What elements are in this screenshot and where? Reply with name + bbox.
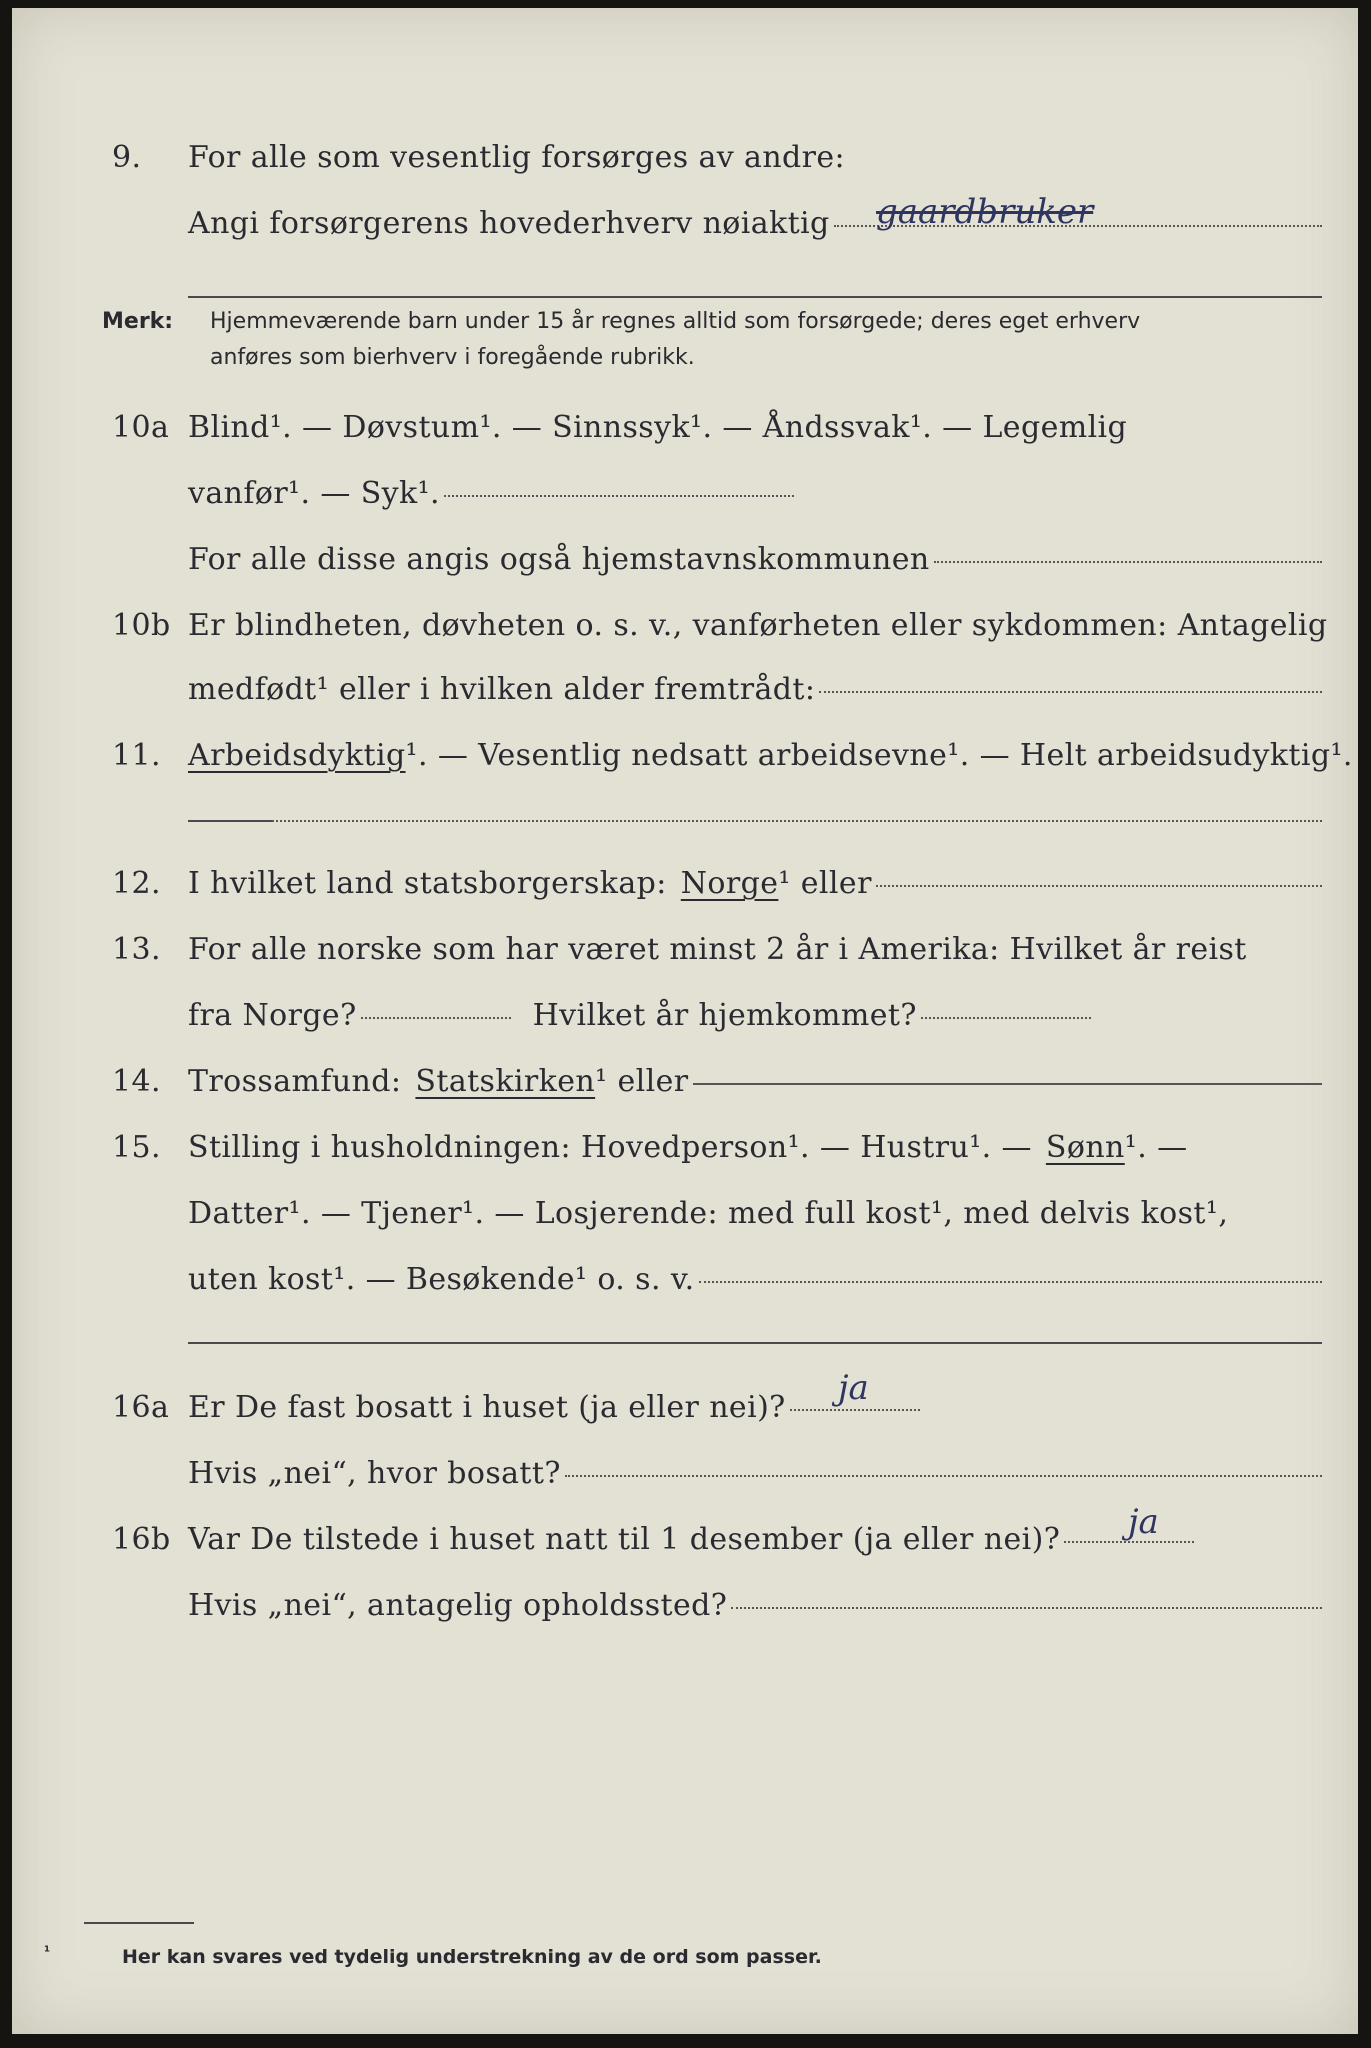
- q13-line2: [112, 994, 1322, 1038]
- q10a-text3: For alle disse angis også hjemstavnskommunen: [188, 542, 930, 577]
- q16b-handwritten-answer: ja: [1128, 1502, 1159, 1542]
- footnote-text: Her kan svares ved tydelig understrekning av de ord som passer.: [122, 1946, 822, 1968]
- q13-line1: [112, 928, 1322, 972]
- q16b-text1: Var De tilstede i huset natt til 1 desember (ja eller nei)?: [188, 1522, 1061, 1557]
- q15-line1: [112, 1126, 1322, 1170]
- q16a-answer-field[interactable]: [790, 1409, 920, 1411]
- q16a-line1: [112, 1386, 1322, 1430]
- q10a-number: 10a: [112, 410, 170, 445]
- q10b-line1: [112, 604, 1328, 648]
- q11-number: 11.: [112, 738, 161, 773]
- census-form-page: [12, 8, 1358, 2034]
- q12-number: 12.: [112, 866, 161, 901]
- q15-option-sonn[interactable]: Sønn: [1045, 1130, 1125, 1165]
- q15-text2: Datter¹. — Tjener¹. — Losjerende: med full kost¹, med delvis kost¹,: [188, 1196, 1229, 1231]
- q10b-text2: medfødt¹ eller i hvilken alder fremtrådt:: [188, 672, 816, 707]
- q12-line: [112, 862, 1322, 906]
- q15-number: 15.: [112, 1130, 161, 1165]
- q13-text2b: Hvilket år hjemkommet?: [532, 998, 917, 1033]
- q9-rule: [188, 296, 1322, 298]
- q10b-line2: [112, 668, 1322, 712]
- q10a-line3: [112, 538, 1322, 582]
- q10a-line1: [112, 406, 1322, 450]
- footnote-mark: ¹: [44, 1944, 51, 1960]
- q10b-text1: Er blindheten, døvheten o. s. v., vanførheten eller sykdommen: Antagelig: [188, 608, 1328, 643]
- q10a-text1: Blind¹. — Døvstum¹. — Sinnssyk¹. — Åndssvak¹. — Legemlig: [188, 410, 1128, 445]
- q11-option-arbeidsdyktig[interactable]: Arbeidsdyktig: [188, 738, 406, 773]
- q14-line: [112, 1060, 1322, 1104]
- q10a-line2: [112, 472, 1322, 516]
- q14-option-statskirken[interactable]: Statskirken: [415, 1064, 596, 1099]
- q13-hjemkommet-field[interactable]: [921, 1017, 1091, 1019]
- q13-number: 13.: [112, 932, 161, 967]
- q14-trossamfund-field[interactable]: [693, 1083, 1322, 1085]
- q11-rule-dotted: [272, 820, 1322, 822]
- footnote: [44, 1944, 822, 1968]
- q16a-text2: Hvis „nei“, hvor bosatt?: [188, 1456, 561, 1491]
- q16a-text1: Er De fast bosatt i huset (ja eller nei)?: [188, 1390, 786, 1425]
- q14-number: 14.: [112, 1064, 161, 1099]
- q15-text1a: Stilling i husholdningen: Hovedperson¹. — Hustru¹. —: [188, 1130, 1032, 1165]
- q12-text: I hvilket land statsborgerskap:: [188, 866, 667, 901]
- q11-line: [112, 734, 1353, 778]
- q9-handwritten-answer: gaardbruker: [876, 192, 1094, 232]
- q16a-line2: [112, 1452, 1322, 1496]
- q10b-number: 10b: [112, 608, 171, 643]
- q15-line3: [112, 1258, 1322, 1302]
- q9-text2: Angi forsørgerens hovederhverv nøiaktig: [188, 206, 830, 241]
- q13-reist-field[interactable]: [361, 1017, 511, 1019]
- q11-rule-solid: [188, 820, 272, 822]
- q10a-syk-field[interactable]: [444, 495, 794, 497]
- q12-text-post: ¹ eller: [778, 866, 872, 901]
- q9-text1: For alle som vesentlig forsørges av andre:: [188, 140, 846, 175]
- q15-line2: [112, 1192, 1322, 1236]
- q15-rule: [188, 1342, 1322, 1344]
- q10a-text2: vanfør¹. — Syk¹.: [188, 476, 440, 511]
- q12-land-field[interactable]: [876, 885, 1322, 887]
- merk-text1: Hjemmeværende barn under 15 år regnes alltid som forsørgede; deres eget erhverv: [210, 309, 1141, 334]
- q12-option-norge[interactable]: Norge: [680, 866, 779, 901]
- q14-text-post: ¹ eller: [595, 1064, 689, 1099]
- q13-text1: For alle norske som har været minst 2 år i Amerika: Hvilket år reist: [188, 932, 1247, 967]
- merk-text2: anføres som bierhverv i foregående rubrikk.: [210, 345, 695, 370]
- q10b-alder-field[interactable]: [819, 691, 1322, 693]
- q9-line1: [112, 136, 1322, 180]
- q11-text: ¹. — Vesentlig nedsatt arbeidsevne¹. — Helt arbeidsudyktig¹.: [405, 738, 1353, 773]
- q16b-opholdssted-field[interactable]: [731, 1607, 1322, 1609]
- q15-text1b: ¹. —: [1124, 1130, 1188, 1165]
- q9-number: 9.: [112, 140, 142, 175]
- q10a-kommune-field[interactable]: [934, 561, 1322, 563]
- q9-line2: [112, 202, 1322, 246]
- footnote-rule: [84, 1922, 194, 1924]
- q16a-handwritten-answer: ja: [838, 1368, 869, 1408]
- q16b-text2: Hvis „nei“, antagelig opholdssted?: [188, 1588, 728, 1623]
- q13-text2a: fra Norge?: [188, 998, 357, 1033]
- q14-text: Trossamfund:: [188, 1064, 402, 1099]
- q16b-line2: [112, 1584, 1322, 1628]
- q16a-bosatt-field[interactable]: [565, 1475, 1322, 1477]
- q16a-number: 16a: [112, 1390, 170, 1425]
- q15-text3: uten kost¹. — Besøkende¹ o. s. v.: [188, 1262, 695, 1297]
- q16b-number: 16b: [112, 1522, 171, 1557]
- q15-stilling-field[interactable]: [699, 1281, 1322, 1283]
- merk-label: Merk:: [102, 309, 174, 334]
